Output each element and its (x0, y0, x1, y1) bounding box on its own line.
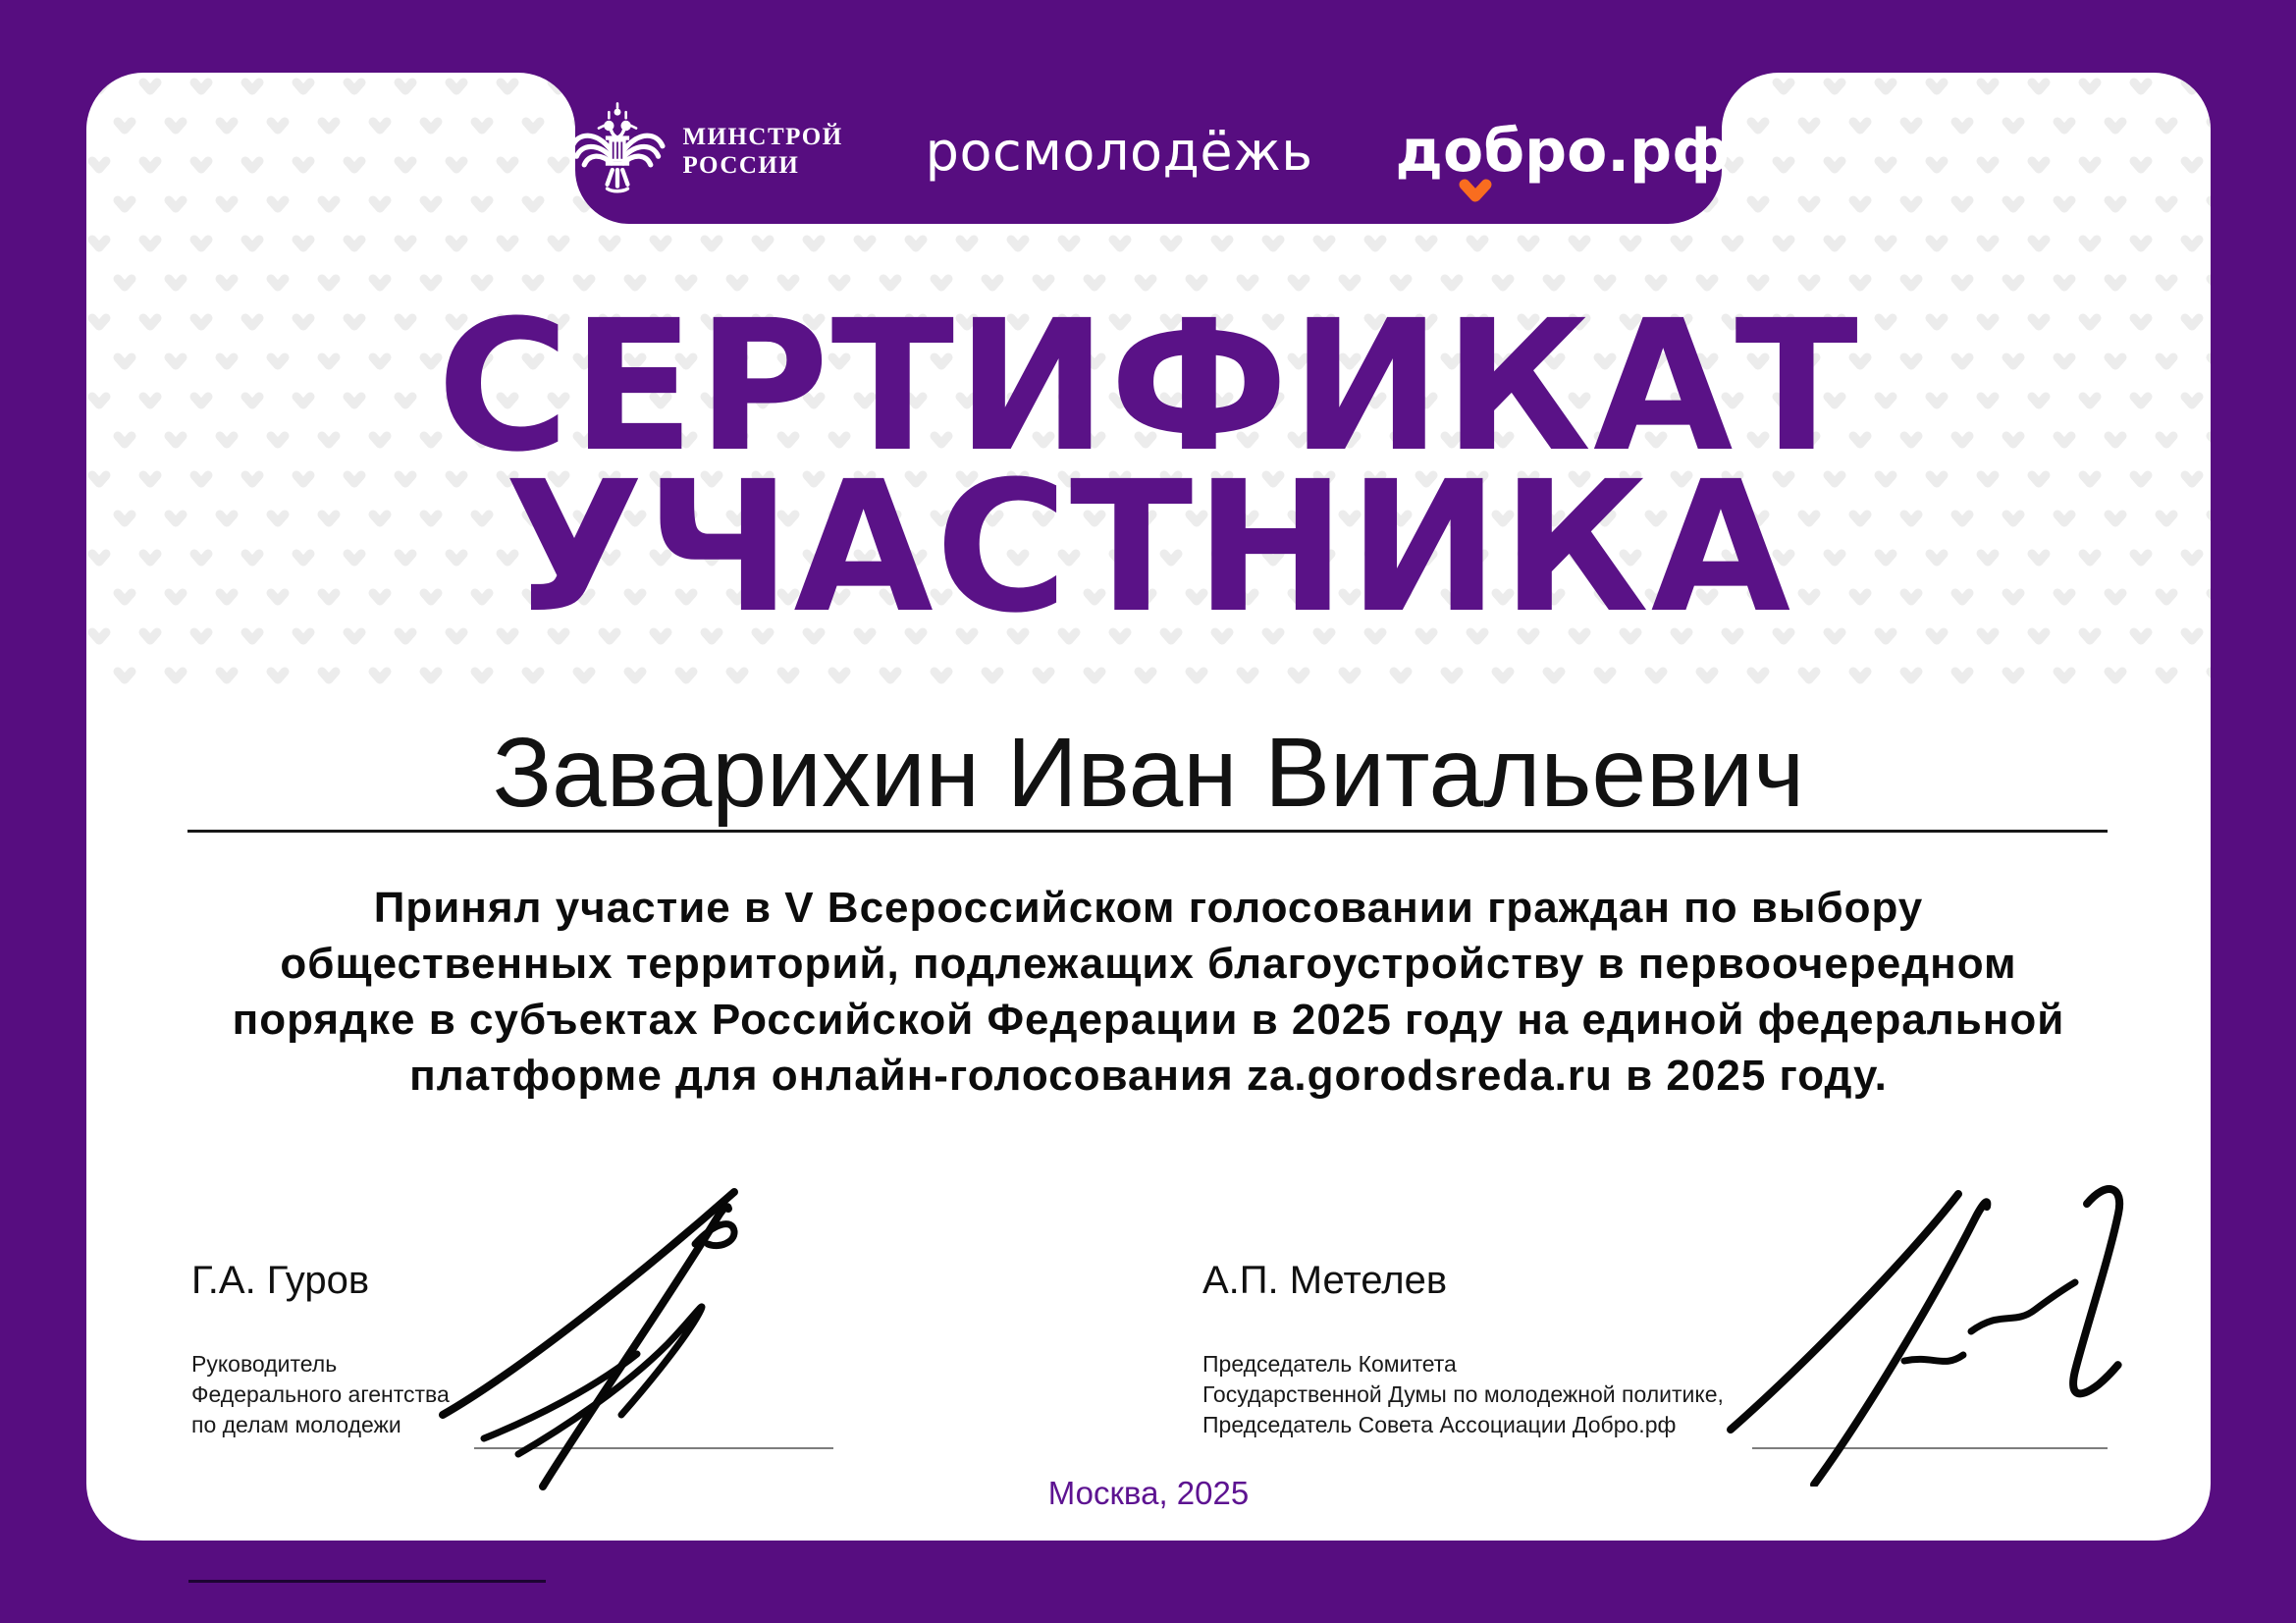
signer-left-name: Г.А. Гуров (191, 1259, 370, 1302)
signer-right-role (1202, 1349, 1724, 1440)
recipient-name: Заварихин Иван Витальевич (492, 718, 1805, 828)
dobro-heart-icon (1459, 178, 1492, 203)
signature-left (425, 1187, 847, 1491)
signer-left-role-line: по делам молодежи (191, 1412, 401, 1437)
certificate-title (86, 282, 2211, 653)
logo-row (575, 82, 1731, 220)
recipient-underline (187, 830, 2108, 833)
bottom-signature-line (188, 1580, 546, 1583)
signer-left-role-line: Федерального агентства (191, 1381, 450, 1407)
rosmolodezh-logo: росмолодёжь (925, 120, 1313, 183)
body-line: платформе для онлайн-голосования za.gorodsreda.ru в 2025 году. (409, 1052, 1888, 1100)
signature-right (1677, 1172, 2167, 1487)
minstroy-emblem-icon (566, 98, 668, 204)
signer-left-role-line: Руководитель (191, 1351, 338, 1377)
signer-left-role (191, 1349, 450, 1440)
body-line: Принял участие в V Всероссийском голосовании граждан по выбору (373, 884, 1924, 932)
certificate-title-line1: СЕРТИФИКАТ (437, 282, 1860, 492)
body-paragraph (86, 880, 2211, 1104)
signer-right-name: А.П. Метелев (1202, 1259, 1448, 1302)
signer-right-role-line: Председатель Комитета (1202, 1351, 1457, 1377)
dobro-wordmark: добро.рф (1395, 117, 1731, 186)
signer-right-role-line: Председатель Совета Ассоциации Добро.рф (1202, 1412, 1677, 1437)
certificate-card (86, 73, 2211, 1541)
dobro-logo (1396, 117, 1731, 186)
body-line: порядке в субъектах Российской Федерации в 2025 году на единой федеральной (232, 996, 2065, 1044)
minstroy-wordmark (682, 123, 842, 180)
signer-right-role-line: Государственной Думы по молодежной политике, (1202, 1381, 1724, 1407)
location-year: Москва, 2025 (1047, 1475, 1250, 1511)
body-line: общественных территорий, подлежащих благоустройству в первоочередном (280, 940, 2017, 988)
certificate-title-line2: УЧАСТНИКА (504, 443, 1793, 653)
minstroy-line2: РОССИИ (682, 152, 800, 179)
minstroy-logo (566, 98, 842, 204)
minstroy-line1: МИНСТРОЙ (682, 124, 843, 150)
